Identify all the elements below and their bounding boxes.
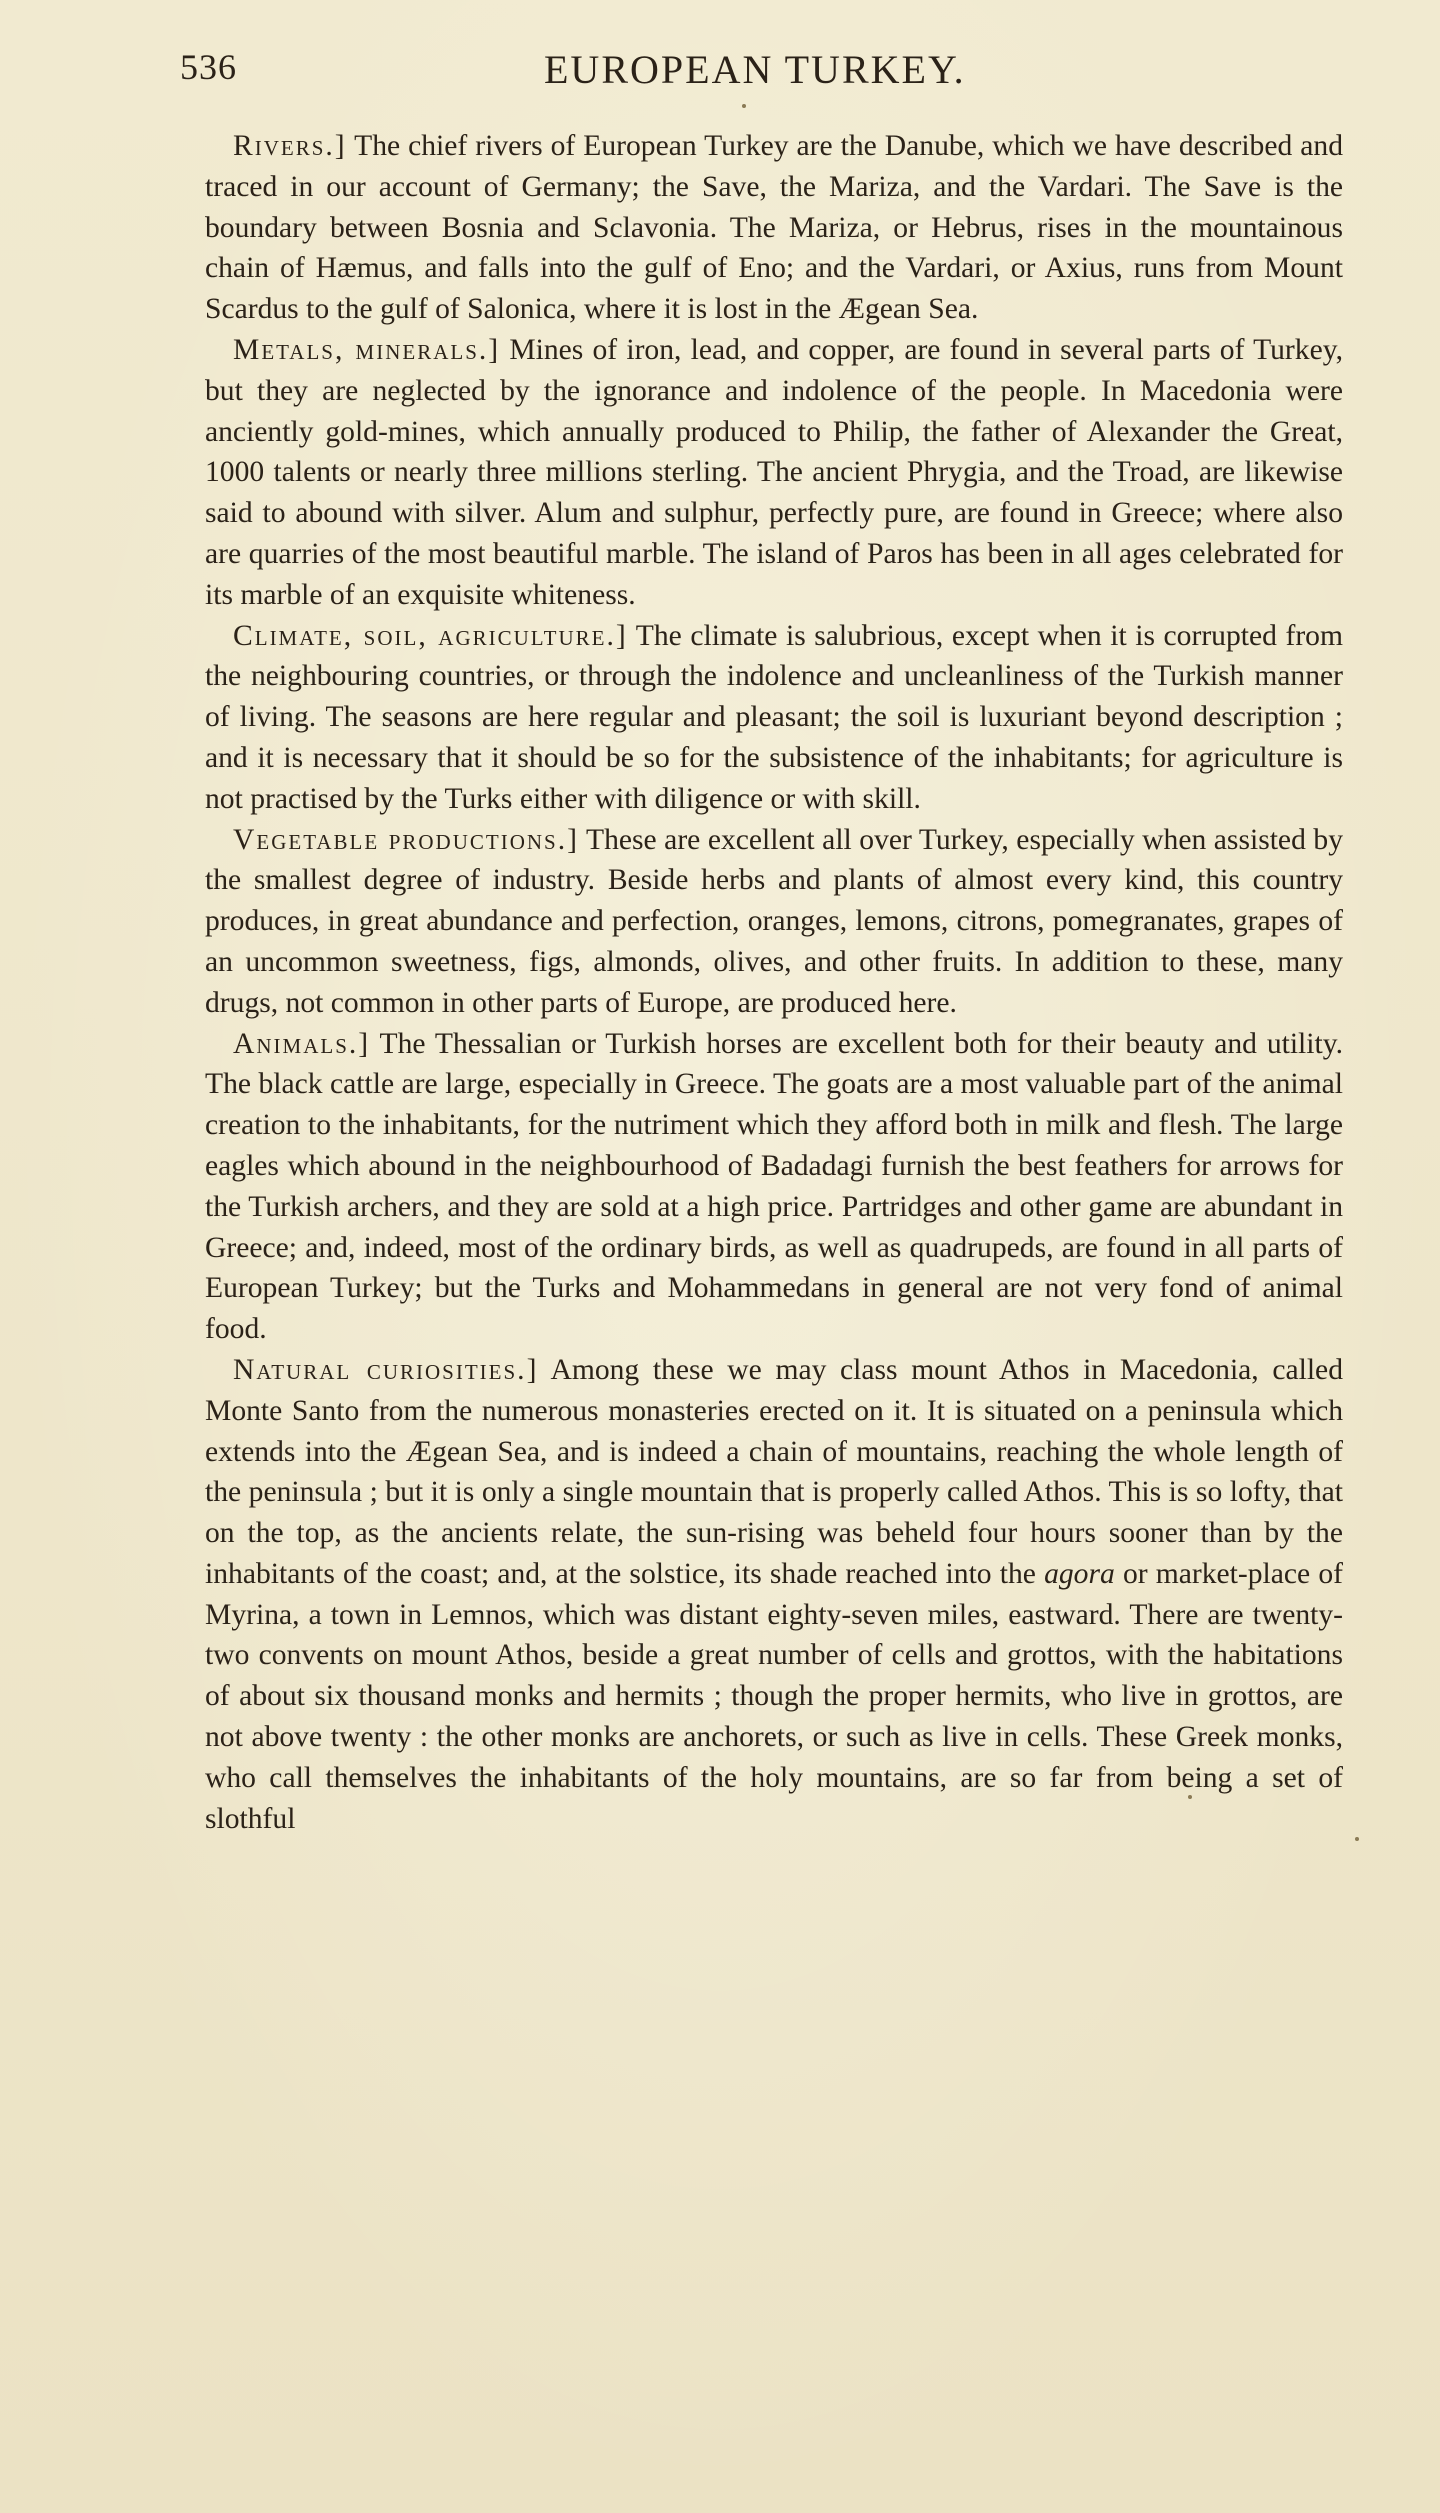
paragraph-animals [205,1024,1343,1350]
paragraph-body: The Thessalian or Turkish horses are excellent both for their beauty and utility. The black cattle are large, especially in Greece. The goats are a most valuable part of the animal creation to the inhabitants, for the nutriment which they afford both in milk and flesh. The large eagles which abound in the neighbourhood of Badadagi furnish the best feathers for arrows for the Turkish archers, and they are sold at a high price. Partridges and other game are abundant in Greece; and, indeed, most of the ordinary birds, as well as quadrupeds, are found in all parts of European Turkey; but the Turks and Mohammedans in general are not very fond of animal food. [205,1027,1343,1346]
section-heading: Climate, soil, agriculture.] [233,619,628,652]
section-heading: Vegetable productions.] [233,823,579,856]
paragraph-climate-soil-agriculture [205,616,1343,820]
print-speck [742,104,746,108]
page-number: 536 [180,47,237,87]
section-heading: Metals, minerals.] [233,333,501,366]
section-heading: Natural curiosities.] [233,1353,539,1386]
paragraph-natural-curiosities [205,1350,1343,1840]
paragraph-body: The chief rivers of European Turkey are the Danube, which we have described and traced in our account of Germany; the Save, the Mariza, and the Vardari. The Save is the boundary between Bosnia and Sclavonia. The Mariza, or Hebrus, rises in the mountainous chain of Hæmus, and falls into the gulf of Eno; and the Vardari, or Axius, runs from Mount Scardus to the gulf of Salonica, where it is lost in the Ægean Sea. [205,130,1343,326]
paragraph-vegetable-productions [205,820,1343,1024]
paragraph-metals-minerals [205,330,1343,616]
main-text [205,126,1343,1839]
paragraph-rivers [205,126,1343,330]
print-speck [1355,1837,1359,1841]
section-heading: Animals.] [233,1027,371,1060]
section-heading: Rivers.] [233,130,347,162]
paragraph-body-continued: or market-place of Myrina, a town in Lemnos, which was distant eighty-seven miles, eastward. There are twenty-two convents on mount Athos, beside a great number of cells and grottos, with the habitations of about six thousand monks and hermits ; though the proper hermits, who live in grottos, are not above twenty : the other monks are anchorets, or such as live in cells. These Greek monks, who call themselves the inhabitants of the holy mountains, are so far from being a set of slothful [205,1557,1343,1835]
page-header [180,46,1340,102]
paragraph-body: These are excellent all over Turkey, especially when assisted by the smallest degree of industry. Beside herbs and plants of almost every kind, this country produces, in great abundance and perfection, oranges, lemons, citrons, pomegranates, grapes of an uncommon sweetness, figs, almonds, olives, and other fruits. In addition to these, many drugs, not common in other parts of Europe, are produced here. [205,823,1343,1019]
paragraph-body: The climate is salubrious, except when it is corrupted from the neighbouring countries, or through the indolence and uncleanliness of the Turkish manner of living. The seasons are here regular and pleasant; the soil is luxuriant beyond description ; and it is necessary that it should be so for the subsistence of the inhabitants; for agriculture is not practised by the Turks either with diligence or with skill. [205,619,1343,815]
paragraph-body: Mines of iron, lead, and copper, are found in several parts of Turkey, but they are neglected by the ignorance and indolence of the people. In Macedonia were anciently gold-mines, which annually produced to Philip, the father of Alexander the Great, 1000 talents or nearly three millions sterling. The ancient Phrygia, and the Troad, are likewise said to abound with silver. Alum and sulphur, perfectly pure, are found in Greece; where also are quarries of the most beautiful marble. The island of Paros has been in all ages celebrated for its marble of an exquisite whiteness. [205,333,1343,611]
paragraph-body: Among these we may class mount Athos in Macedonia, called Monte Santo from the numerous monasteries erected on it. It is situated on a peninsula which extends into the Ægean Sea, and is indeed a chain of mountains, reaching the whole length of the peninsula ; but it is only a single mountain that is properly called Athos. This is so lofty, that on the top, as the ancients relate, the sun-rising was beheld four hours sooner than by the inhabitants of the coast; and, at the solstice, its shade reached into the [205,1353,1343,1590]
italic-term: agora [1044,1557,1115,1590]
running-title: EUROPEAN TURKEY. [544,47,966,92]
